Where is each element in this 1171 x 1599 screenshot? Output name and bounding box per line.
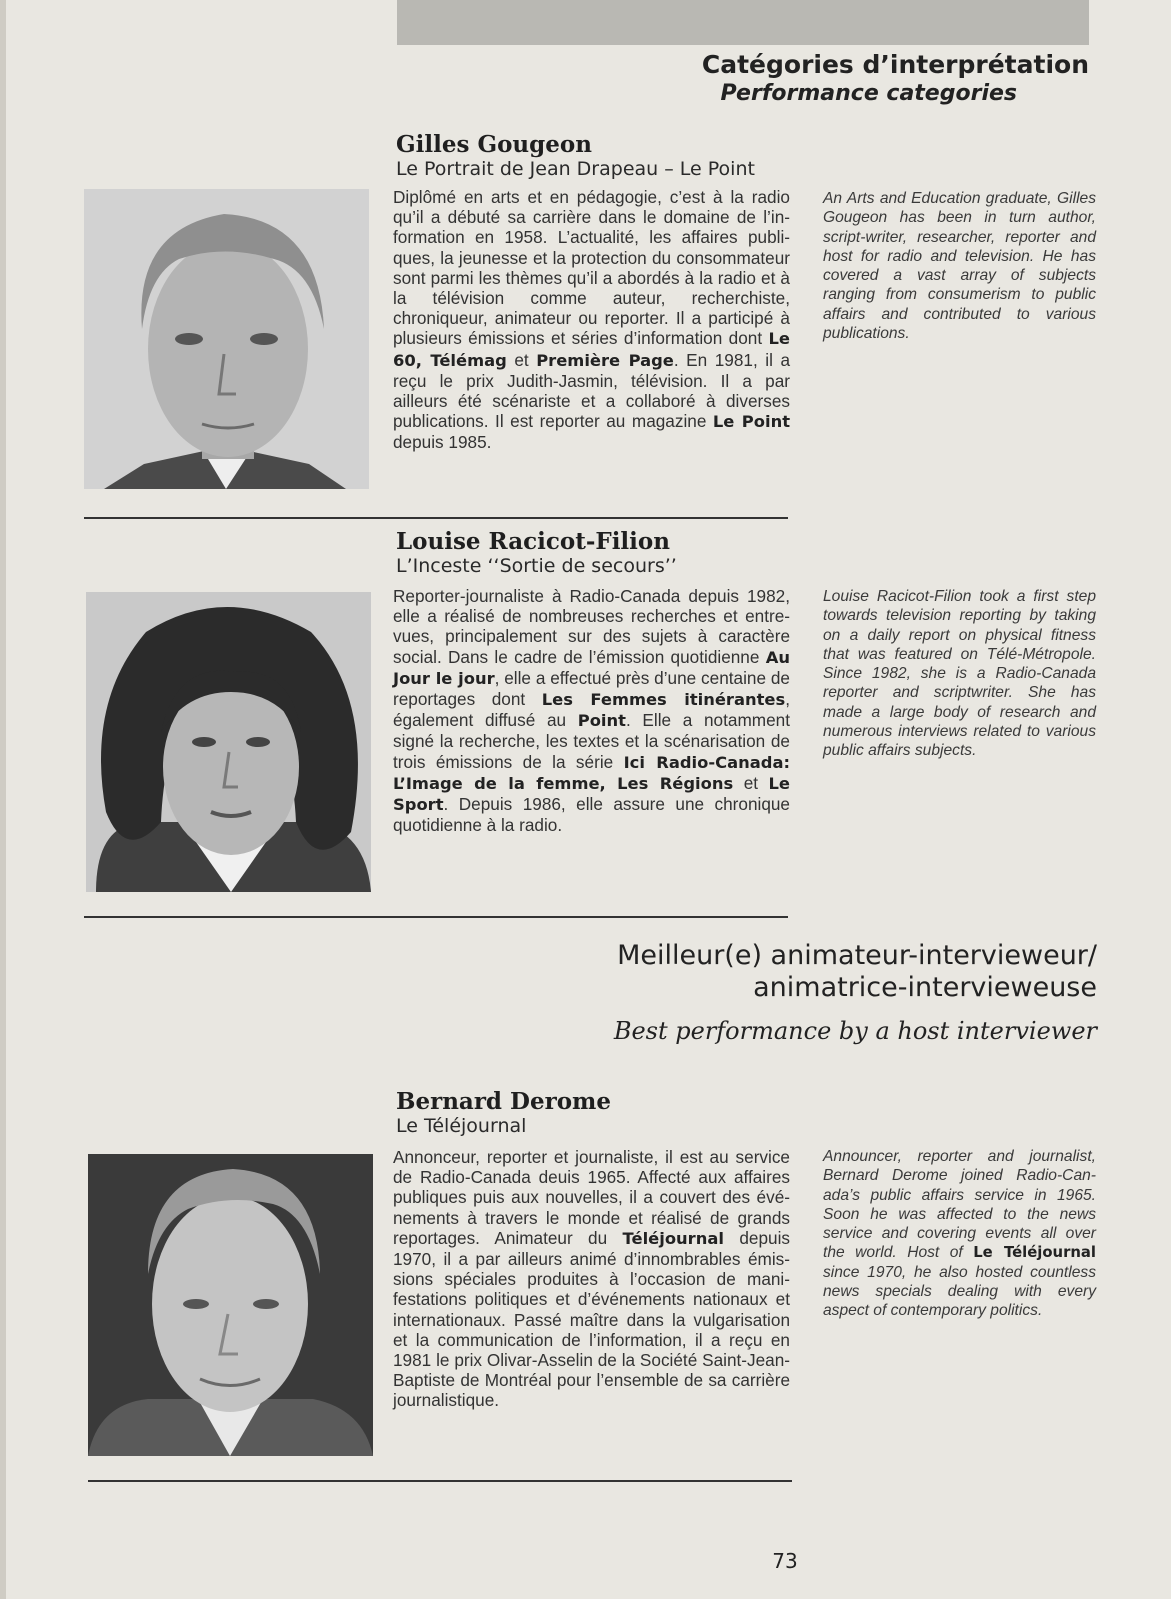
divider-1 [84, 517, 788, 519]
entry-3-bio-en: Announcer, reporter and journalist, Bernard Derome joined Radio-Canada’s public affairs service in 1965. Soon he was affected to the news service and covering events all over the world. Host of Le Téléjournal since 1970, he also hosted countless news specials dealing with every aspect of contemporary politics. [823, 1148, 1097, 1320]
entry-3-program: Le Téléjournal [396, 1115, 527, 1137]
section-title-line-1: Meilleur(e) animateur-intervieweur/ [617, 940, 1097, 971]
entry-2-bio-en: Louise Racicot-Filion took a first step towards television reporting by taking on a daily report on physical fitness that was featured on Télé-Métropole. Since 1982, she is a Radio-Canada reporter and scriptwriter. She has made a large body of research and numerous interviews related to various public affairs subjects. [823, 588, 1096, 760]
page-edge-shadow [0, 0, 6, 1599]
page-header [702, 50, 1089, 108]
entry-2-bio-fr: Reporter-journaliste à Radio-Canada depuis 1982, elle a réalisé de nombreuses recherches et entrevues, principalement sur des sujets à caractère social. Dans le cadre de l’émission quotidienne Au Jour le jour, elle a effectué près d’une centaine de reportages dont Les Femmes itinérantes, également diffusé au Point. Elle a notamment signé la recherche, les textes et la scénarisation de trois émissions de la série Ici Radio-Canada: L’Image de la femme, Les Régions et Le Sport. Depuis 1986, elle assure une chronique quotidienne à la radio. [393, 586, 790, 836]
portrait-photo-2 [86, 592, 371, 892]
header-band [397, 0, 1089, 45]
entry-1-name: Gilles Gougeon [396, 131, 592, 158]
divider-3 [88, 1480, 792, 1482]
portrait-photo-3 [88, 1154, 373, 1456]
entry-1-bio-en: An Arts and Education graduate, Gilles Gougeon has been in turn author, script-writer, researcher, reporter and host for radio and television. He has covered a vast array of subjects ranging from consumerism to public affairs and contributed to various publications. [823, 190, 1096, 343]
divider-2 [84, 916, 788, 918]
section-title-fr [617, 940, 1097, 1004]
entry-3-bio-fr: Annonceur, reporter et journaliste, il est au service de Radio-Canada deuis 1965. Affecté aux affaires publiques puis aux nouvelles, il a couvert des événements à travers le monde et réalisé de grands reportages. Animateur du Téléjournal depuis 1970, il a par ailleurs animé d’innombrables émissions spéciales produites à l’occasion de manifestations politiques et d’événements nationaux et internationaux. Passé maître dans la vulgarisation et la communication de l’information, il a reçu en 1981 le prix Olivar-Asselin de la Société Saint-Jean-Baptiste de Montréal pour l’ensemble de sa carrière journalistique. [393, 1147, 790, 1411]
portrait-photo-1 [84, 189, 369, 489]
section-subtitle-en: Best performance by a host interviewer [613, 1017, 1097, 1045]
entry-2-program: L’Inceste ‘‘Sortie de secours’’ [396, 555, 677, 577]
entry-1-program: Le Portrait de Jean Drapeau – Le Point [396, 158, 755, 180]
entry-3-name: Bernard Derome [396, 1088, 612, 1115]
entry-1-bio-fr: Diplômé en arts et en pédagogie, c’est à la radio qu’il a débuté sa carrière dans le domaine de l’information en 1958. L’actualité, les affaires publiques, la jeunesse et la protection du consommateur sont parmi les thèmes qu’il a abordés à la radio et à la télévision comme auteur, recherchiste, chroniqueur, animateur ou reporter. Il a participé à plusieurs émissions et séries d’information dont Le 60, Télémag et Première Page. En 1981, il a reçu le prix Judith-Jasmin, télévision. Il a par ailleurs été scénariste et a collaboré à diverses publications. Il est reporter au magazine Le Point depuis 1985. [393, 187, 791, 453]
section-title-line-2: animatrice-intervieweuse [753, 972, 1097, 1003]
header-title-fr: Catégories d’interprétation [701, 50, 1089, 79]
page-number: 73 [772, 1549, 798, 1573]
entry-2-name: Louise Racicot-Filion [396, 528, 670, 555]
header-title-en: Performance categories [720, 81, 1017, 106]
